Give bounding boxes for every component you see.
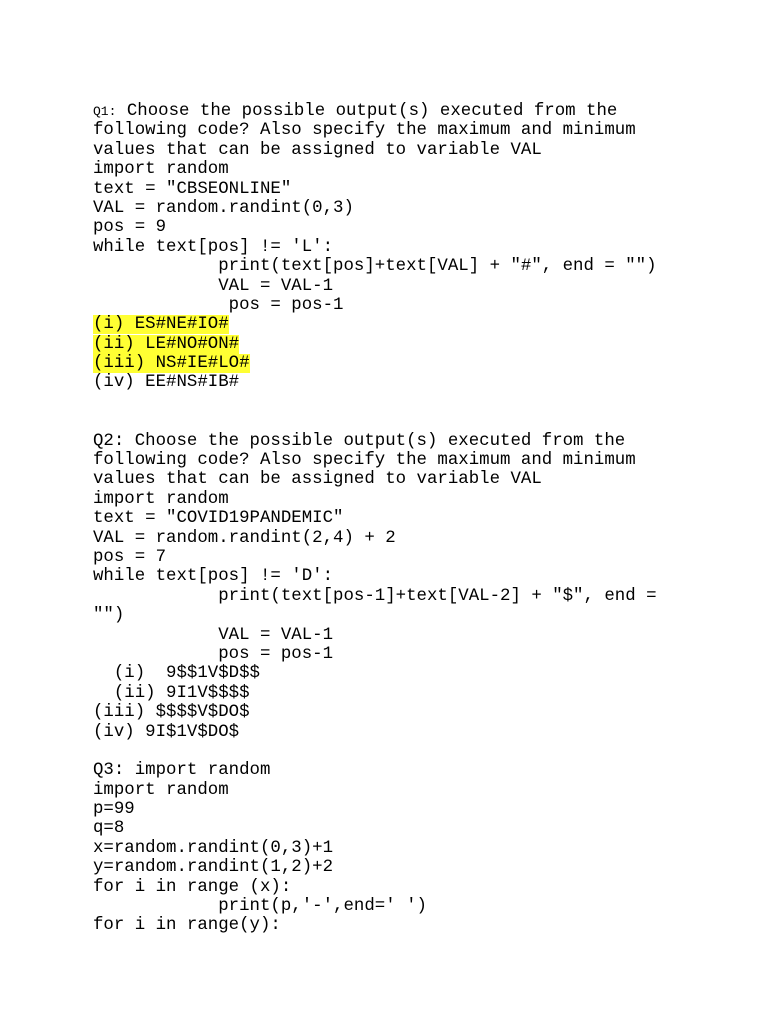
q1-code-line: pos = pos-1 <box>93 295 344 315</box>
q1-option-text: (iv) EE#NS#IB# <box>93 373 240 393</box>
q1-code-line: print(text[pos]+text[VAL] + "#", end = "") <box>93 257 657 277</box>
q1-option-highlighted-text: (i) ES#NE#IO# <box>93 315 229 335</box>
q2-line: Q2: Choose the possible output(s) executed from the <box>93 431 626 451</box>
q2-line: VAL = random.randint(2,4) + 2 <box>93 528 396 548</box>
q3-line: for i in range(y): <box>93 916 281 936</box>
q3-line: import random <box>93 780 229 800</box>
q1-question-line-2: following code? Also specify the maximum and minimum <box>93 121 636 141</box>
q2-line: text = "COVID19PANDEMIC" <box>93 509 344 529</box>
q1-option <box>93 373 753 392</box>
q2-option: (ii) 9I1V$$$$ <box>93 683 250 703</box>
q1-option <box>93 315 753 334</box>
q2-option: (iii) $$$$V$DO$ <box>93 703 250 723</box>
q1-label: Q1: <box>93 104 117 119</box>
document-content <box>93 102 753 936</box>
q1-option-highlighted-text: (iii) NS#IE#LO# <box>93 354 250 374</box>
q2-line: "") <box>93 606 125 626</box>
q2-option: (iv) 9I$1V$DO$ <box>93 722 240 742</box>
q2-line: VAL = VAL-1 <box>93 625 334 645</box>
q2-line: pos = pos-1 <box>93 644 334 664</box>
q3-line: y=random.randint(1,2)+2 <box>93 858 334 878</box>
q1-code-line: while text[pos] != 'L': <box>93 237 334 257</box>
q1-heading-line <box>93 102 753 121</box>
q3-line: Q3: import random <box>93 761 271 781</box>
q2-line: while text[pos] != 'D': <box>93 567 334 587</box>
q2-line: import random <box>93 489 229 509</box>
q1-code-line: VAL = random.randint(0,3) <box>93 198 354 218</box>
q1-option <box>93 335 753 354</box>
q3-line: x=random.randint(0,3)+1 <box>93 838 334 858</box>
spacer <box>93 393 753 412</box>
q1-code-line: pos = 9 <box>93 218 167 238</box>
q1-question-text: Choose the possible output(s) executed from the <box>116 102 618 121</box>
q1-code-line: text = "CBSEONLINE" <box>93 179 292 199</box>
q1-option <box>93 354 753 373</box>
q2-line: values that can be assigned to variable VAL <box>93 470 542 490</box>
q2-line: pos = 7 <box>93 547 167 567</box>
spacer <box>93 412 753 431</box>
q2-line: following code? Also specify the maximum and minimum <box>93 451 636 471</box>
spacer <box>93 742 753 761</box>
q1-code-line: VAL = VAL-1 <box>93 276 334 296</box>
q2-line: print(text[pos-1]+text[VAL-2] + "$", end = <box>93 586 657 606</box>
q3-line: for i in range (x): <box>93 877 292 897</box>
q2-option: (i) 9$$1V$D$$ <box>93 664 260 684</box>
q3-line: print(p,'-',end=' ') <box>93 897 427 917</box>
q3-line: q=8 <box>93 819 125 839</box>
q1-question-line-3: values that can be assigned to variable VAL <box>93 140 542 160</box>
q1-option-highlighted-text: (ii) LE#NO#ON# <box>93 334 240 354</box>
q1-code-line: import random <box>93 160 229 180</box>
q3-line: p=99 <box>93 800 135 820</box>
